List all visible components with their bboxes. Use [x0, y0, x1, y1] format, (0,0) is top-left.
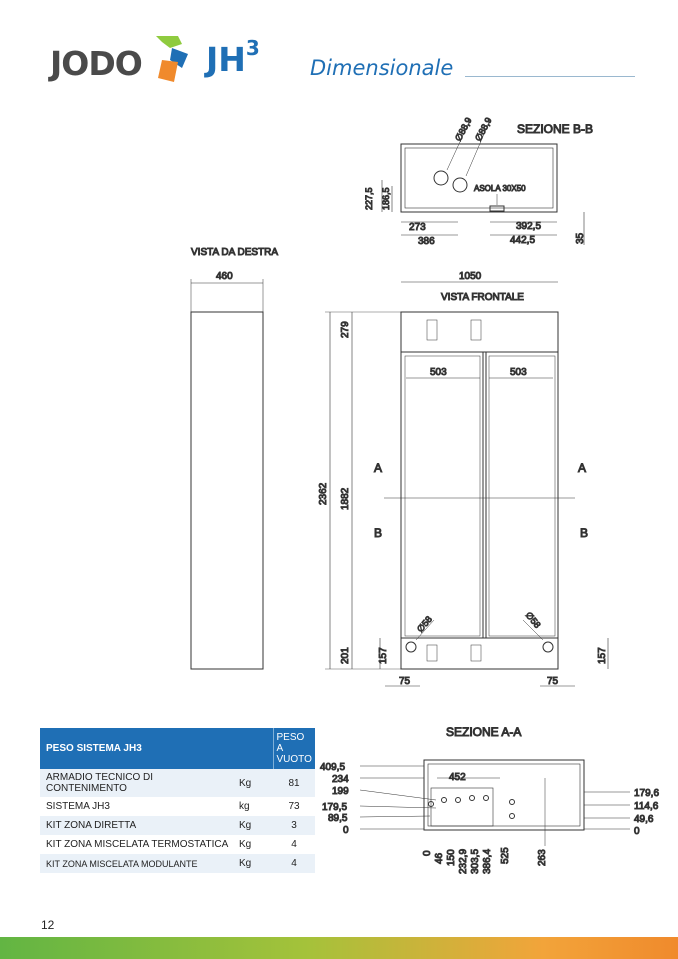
peso-header-label: PESO SISTEMA JH3: [40, 728, 273, 769]
sezione-bb-v2: 186,5: [381, 187, 391, 210]
aa-bottom-3: 232,9: [458, 848, 469, 874]
frontale-mid: 1882: [340, 487, 351, 510]
sezione-bb-h1: 273: [409, 222, 426, 233]
row-value: 73: [288, 801, 300, 812]
page-title: Dimensionale: [310, 56, 454, 80]
sezione-bb-h3: 392,5: [516, 221, 542, 232]
row-name: ARMADIO TECNICO DI CONTENIMENTO: [40, 769, 237, 797]
section-mark-a-left: A: [374, 461, 383, 475]
product-sup: 3: [245, 36, 260, 60]
row-unit: Kg: [239, 839, 252, 850]
aa-bottom-1: 46: [434, 852, 445, 864]
section-mark-a-right: A: [578, 461, 587, 475]
table-row: [40, 835, 315, 854]
aa-bottom-5: 386,4: [482, 848, 493, 874]
frontale-foot-w-left: 75: [399, 676, 411, 687]
aa-right-3: 0: [634, 826, 640, 837]
aa-left-5: 0: [343, 825, 349, 836]
footer-gradient-bar: [0, 937, 678, 959]
sezione-bb-asola: ASOLA 30X50: [474, 184, 526, 193]
aa-left-0: 409,5: [320, 762, 346, 773]
aa-right-0: 179,6: [634, 788, 660, 799]
sezione-bb-d2: ∅88,9: [472, 115, 494, 143]
table-row: [40, 854, 315, 873]
aa-right-1: 114,6: [634, 801, 659, 812]
row-value: 3: [273, 816, 315, 835]
aa-left-2: 199: [332, 786, 349, 797]
table-row: [40, 769, 315, 797]
page-number: 12: [41, 918, 55, 932]
frontale-bottom-left: 201: [340, 647, 351, 664]
vista-frontale-width: 1050: [459, 271, 482, 282]
frontale-door-left: 503: [430, 367, 447, 378]
section-mark-b-right: B: [580, 526, 589, 540]
row-unit: kg: [239, 801, 250, 812]
product-name: JH: [206, 40, 246, 79]
row-name: SISTEMA JH3: [46, 801, 110, 812]
frontale-door-right: 503: [510, 367, 527, 378]
row-unit: Kg: [237, 854, 273, 873]
sezione-bb-h2: 386: [418, 236, 435, 247]
sezione-bb-d1: ∅88,9: [452, 115, 474, 143]
frontale-hole-left: ∅58: [414, 614, 435, 635]
aa-bottom-2: 150: [446, 849, 457, 866]
frontale-foot-right: 157: [597, 647, 608, 664]
aa-left-3: 179,5: [322, 802, 348, 813]
frontale-foot-left: 157: [378, 647, 389, 664]
row-name: KIT ZONA DIRETTA: [40, 816, 237, 835]
sezione-bb-h4: 442,5: [510, 235, 536, 246]
vista-frontale-title: VISTA FRONTALE: [441, 292, 524, 303]
sezione-bb-v3: 35: [575, 232, 586, 244]
table-row: [40, 797, 315, 816]
row-name: KIT ZONA MISCELATA MODULANTE: [40, 854, 237, 873]
row-value: 4: [273, 854, 315, 873]
sezione-aa-width: 452: [449, 772, 466, 783]
peso-table: [40, 728, 315, 873]
row-unit: Kg: [237, 769, 273, 797]
section-mark-b-left: B: [374, 526, 383, 540]
frontale-total: 2362: [318, 482, 329, 505]
frontale-foot-w-right: 75: [547, 676, 559, 687]
sezione-bb-v1: 227,5: [364, 187, 374, 210]
sezione-aa-title: SEZIONE A-A: [446, 725, 522, 739]
row-name: KIT ZONA MISCELATA TERMOSTATICA: [46, 839, 229, 850]
table-row: [40, 816, 315, 835]
aa-left-4: 89,5: [328, 813, 348, 824]
row-value: 4: [291, 839, 297, 850]
aa-extra: 263: [537, 849, 548, 866]
aa-bottom-4: 303,5: [470, 848, 481, 874]
row-value: 81: [273, 769, 315, 797]
frontale-hole-right: ∅58: [523, 609, 543, 630]
peso-header-vuoto: PESO A VUOTO: [273, 728, 315, 769]
aa-right-2: 49,6: [634, 814, 654, 825]
vista-destra-width: 460: [216, 271, 233, 282]
brand-logo-text: JODO: [50, 44, 142, 83]
frontale-top: 279: [340, 321, 351, 338]
sezione-bb-title: SEZIONE B-B: [517, 122, 594, 136]
aa-bottom-6: 525: [500, 847, 511, 864]
aa-left-1: 234: [332, 774, 349, 785]
aa-bottom-0: 0: [422, 850, 433, 856]
row-unit: Kg: [237, 816, 273, 835]
vista-destra-title: VISTA DA DESTRA: [191, 247, 279, 258]
